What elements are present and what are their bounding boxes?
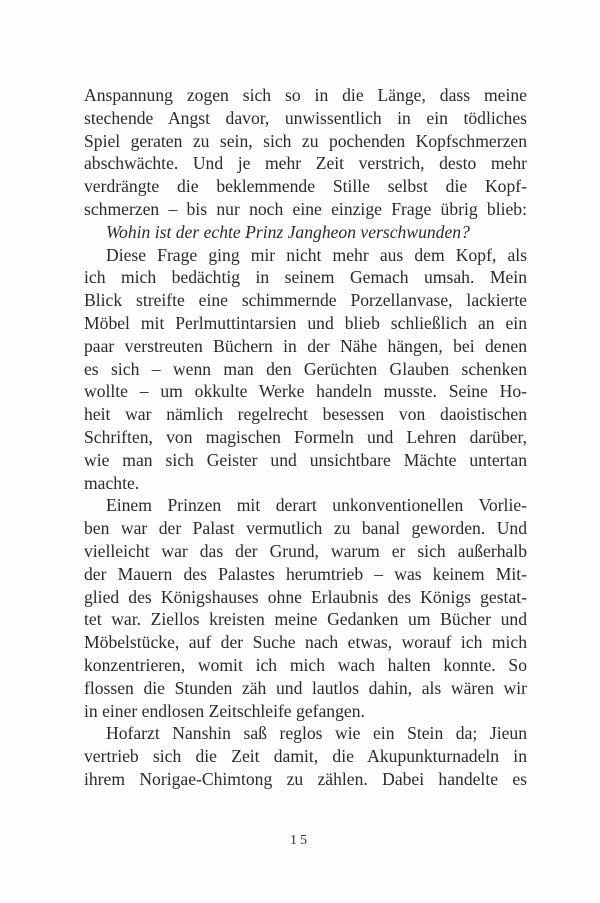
- text-line: vertrieb sich die Zeit damit, die Akupunkturnadeln in: [84, 746, 527, 767]
- text-line: tet war. Ziellos kreisten meine Gedanken um Bücher und: [84, 609, 527, 630]
- page-number: 15: [290, 833, 310, 848]
- text-line: flossen die Stunden zäh und lautlos dahin, als wären wir: [84, 677, 527, 698]
- text-line: schmerzen – bis nur noch eine einzige Frage übrig blieb:: [84, 198, 527, 219]
- text-line: machte.: [84, 472, 140, 493]
- text-line: der Mauern des Palastes herumtrieb – was keinem Mit-: [84, 563, 527, 584]
- text-line: Blick streifte eine schimmernde Porzellanvase, lackierte: [84, 290, 527, 311]
- paragraph: [84, 244, 527, 495]
- text-line: heit war nämlich regelrecht besessen von daoistischen: [84, 404, 527, 425]
- text-line: abschwächte. Und je mehr Zeit verstrich, desto mehr: [84, 153, 527, 174]
- text-line: Spiel geraten zu sein, sich zu pochenden Kopfschmerzen: [84, 130, 527, 151]
- paragraph: [84, 221, 527, 244]
- text-line: Diese Frage ging mir nicht mehr aus dem Kopf, als: [106, 244, 527, 265]
- paragraph: [84, 494, 527, 722]
- text-line: stechende Angst davor, unwissentlich in ein tödliches: [84, 107, 527, 128]
- text-line: vielleicht war das der Grund, warum er sich außerhalb: [84, 540, 527, 561]
- text-line: es sich – wenn man den Gerüchten Glauben schenken: [84, 358, 527, 379]
- text-line: wollte – um okkulte Werke handeln musste. Seine Ho-: [84, 381, 527, 402]
- text-line: ben war der Palast vermutlich zu banal geworden. Und: [84, 518, 527, 539]
- paragraph: [84, 722, 527, 790]
- paragraph: [84, 84, 527, 221]
- text-line: paar verstreuten Büchern in der Nähe hängen, bei denen: [84, 335, 527, 356]
- text-line: Möbel mit Perlmuttintarsien und blieb schließlich an ein: [84, 312, 527, 333]
- text-line: Anspannung zogen sich so in die Länge, dass meine: [84, 85, 527, 105]
- text-line: Schriften, von magischen Formeln und Lehren darüber,: [84, 426, 527, 447]
- body-text: [84, 84, 527, 791]
- text-line: wie man sich Geister und unsichtbare Mächte untertan: [84, 449, 527, 470]
- text-line: ich mich bedächtig in seinem Gemach umsah. Mein: [84, 267, 527, 288]
- text-line: verdrängte die beklemmende Stille selbst die Kopf-: [84, 176, 527, 197]
- text-line: ihrem Norigae-Chimtong zu zählen. Dabei handelte es: [84, 768, 527, 789]
- text-line: glied des Königshauses ohne Erlaubnis des Königs gestat-: [84, 586, 527, 607]
- text-line: Hofarzt Nanshin saß reglos wie ein Stein da; Jieun: [106, 723, 527, 744]
- text-line: Einem Prinzen mit derart unkonventionellen Vorlie-: [106, 495, 527, 516]
- text-line: konzentrieren, womit ich mich wach halten konnte. So: [84, 654, 527, 675]
- text-line: Möbelstücke, auf der Suche nach etwas, worauf ich mich: [84, 632, 527, 653]
- italic-text-line: Wohin ist der echte Prinz Jangheon verschwunden?: [106, 221, 470, 242]
- text-line: in einer endlosen Zeitschleife gefangen.: [84, 700, 365, 721]
